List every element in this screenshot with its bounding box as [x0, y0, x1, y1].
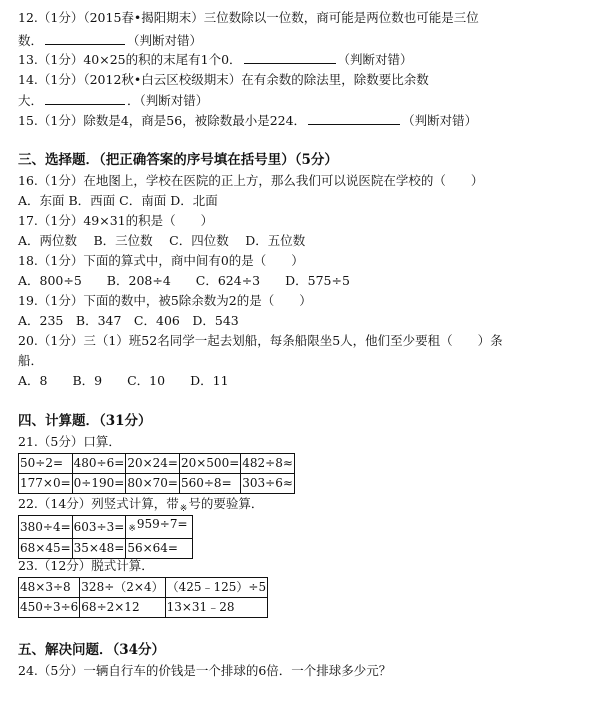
- q13-text: 13.（1分）40×25的积的末尾有1个0．: [18, 52, 242, 67]
- table-row: [19, 474, 295, 494]
- table-cell: 68×45=: [19, 539, 73, 559]
- table-cell: 20×500=: [179, 454, 240, 474]
- q24-text: 24.（5分）一辆自行车的价钱是一个排球的6倍．一个排球多少元？: [18, 663, 392, 678]
- table-row: [19, 454, 295, 474]
- q12-judge: （判断对错）: [127, 33, 203, 48]
- section-4-heading: 四、计算题．（31分）: [18, 413, 152, 429]
- table-cell: 177×0=: [19, 474, 73, 494]
- q12-answer-blank[interactable]: [45, 31, 125, 45]
- section-3-heading: 三、选择题．（把正确答案的序号填在括号里）（5分）: [18, 152, 338, 168]
- q17-text: 17.（1分）49×31的积是（ ）: [18, 213, 214, 228]
- q13-line: [18, 50, 413, 70]
- q14-line2: [18, 91, 208, 111]
- cell-text: 959÷7=: [136, 517, 188, 531]
- table-cell: 450÷3÷6: [19, 598, 80, 618]
- table-cell: 0÷190=: [72, 474, 126, 494]
- q15-answer-blank[interactable]: [308, 111, 400, 125]
- table-cell-marked: [126, 516, 193, 539]
- table-cell: 328÷（2×4）: [80, 578, 165, 598]
- q16-options: A．东面 B．西面 C．南面 D．北面: [18, 193, 218, 208]
- table-cell: 303÷6≈: [241, 474, 295, 494]
- q20-text-cont: 船．: [18, 353, 44, 368]
- q18-options: A．800÷5 B．208÷4 C．624÷3 D．575÷5: [18, 273, 350, 288]
- q15-text: 15.（1分）除数是4，商是56，被除数最小是224．: [18, 113, 307, 128]
- q22-table: [18, 515, 193, 559]
- q20-text: 20.（1分）三（1）班52名同学一起去划船，每条船限坐5人，他们至少要租（ ）条: [18, 333, 503, 348]
- table-row: [19, 598, 268, 618]
- q12-text: 12.（1分）（2015春•揭阳期末）三位数除以一位数，商可能是两位数也可能是三位: [18, 10, 479, 25]
- q23-table: [18, 577, 268, 618]
- table-cell: 603÷3=: [72, 516, 126, 539]
- q12-prefix: 数．: [18, 33, 44, 48]
- verify-mark-icon: ※: [128, 524, 136, 534]
- q15-line: [18, 111, 477, 131]
- q21-text: 21.（5分）口算．: [18, 434, 121, 449]
- q23-text: 23.（12分）脱式计算．: [18, 558, 154, 573]
- table-cell: 13×31﹣28: [165, 598, 268, 618]
- table-cell: 56×64=: [126, 539, 193, 559]
- q16-text: 16.（1分）在地图上，学校在医院的正上方，那么我们可以说医院在学校的（ ）: [18, 173, 484, 188]
- q17-options: A．两位数 B．三位数 C．四位数 D．五位数: [18, 233, 306, 248]
- q18-text: 18.（1分）下面的算式中，商中间有0的是（ ）: [18, 253, 304, 268]
- section-5-heading: 五、解决问题．（34分）: [18, 642, 166, 658]
- q13-judge: （判断对错）: [337, 52, 413, 67]
- verify-mark-icon: ※: [179, 504, 188, 514]
- table-cell: 560÷8=: [179, 474, 240, 494]
- q19-options: A．235 B．347 C．406 D．543: [18, 313, 239, 328]
- table-cell: 68÷2×12: [80, 598, 165, 618]
- table-cell: 20×24=: [126, 454, 180, 474]
- q20-options: A．8 B．9 C．10 D．11: [18, 373, 229, 388]
- q22-text-a: 22.（14分）列竖式计算，带: [18, 496, 179, 511]
- table-row: [19, 578, 268, 598]
- table-cell: （425﹣125）÷5: [165, 578, 268, 598]
- table-cell: 50÷2=: [19, 454, 73, 474]
- table-cell: 80×70=: [126, 474, 180, 494]
- table-cell: 380÷4=: [19, 516, 73, 539]
- q21-table: [18, 453, 295, 494]
- q12-line2: [18, 31, 202, 51]
- table-cell: 35×48=: [72, 539, 126, 559]
- q14-prefix: 大．: [18, 93, 44, 108]
- table-cell: 482÷8≈: [241, 454, 295, 474]
- table-cell: 480÷6=: [72, 454, 126, 474]
- q14-judge: ．（判断对错）: [127, 93, 209, 108]
- q13-answer-blank[interactable]: [244, 50, 336, 64]
- q14-text: 14.（1分）（2012秋•白云区校级期末）在有余数的除法里，除数要比余数: [18, 72, 429, 87]
- q14-answer-blank[interactable]: [45, 91, 125, 105]
- table-cell: 48×3÷8: [19, 578, 80, 598]
- q15-judge: （判断对错）: [402, 113, 478, 128]
- q19-text: 19.（1分）下面的数中，被5除余数为2的是（ ）: [18, 293, 312, 308]
- table-row: [19, 516, 193, 539]
- q22-text-b: 号的要验算．: [188, 496, 264, 511]
